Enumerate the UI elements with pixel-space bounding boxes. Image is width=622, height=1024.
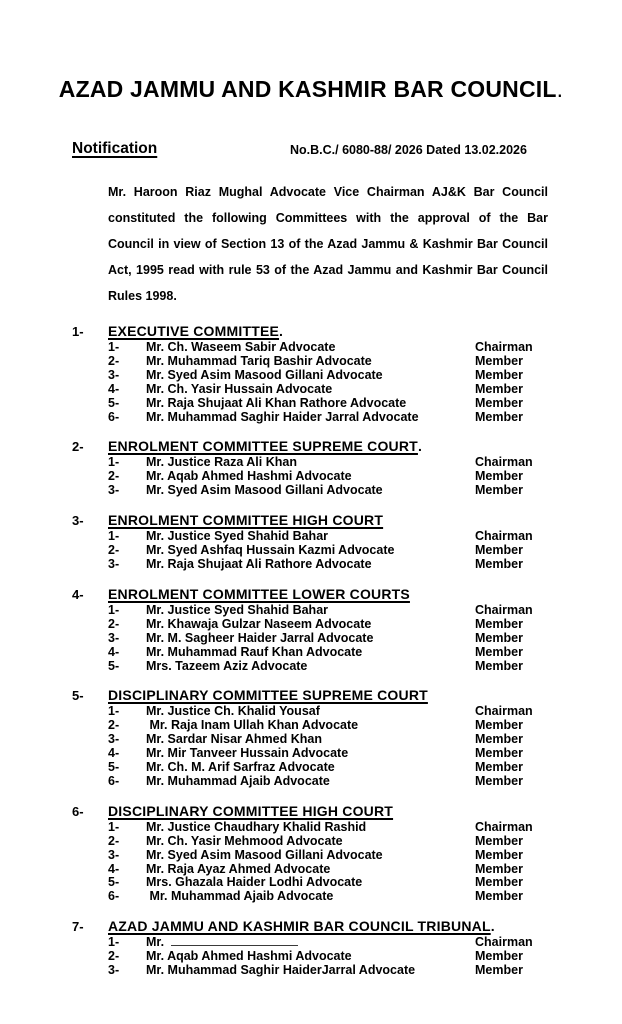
member-row <box>108 950 622 964</box>
member-name: Mr. Justice Syed Shahid Bahar <box>146 602 329 617</box>
member-name: Mr. Justice Raza Ali Khan <box>146 455 297 470</box>
committee-section <box>72 918 622 978</box>
member-row <box>108 705 622 719</box>
document-title-period: . <box>556 76 564 102</box>
notification-reference-number: No.B.C./ 6080-88/ 2026 Dated 13.02.2026 <box>290 143 527 157</box>
member-number: 5- <box>108 658 120 673</box>
member-role: Member <box>475 469 523 484</box>
member-row <box>108 484 622 498</box>
member-name: Mr. Raja Ayaz Ahmed Advocate <box>146 861 331 876</box>
committee-title: ENROLMENT COMMITTEE HIGH COURT <box>108 512 384 529</box>
member-name: Mr. Justice Syed Shahid Bahar <box>146 529 329 544</box>
member-row <box>108 936 622 950</box>
committee-body <box>108 512 622 572</box>
member-name: Mr. Raja Shujaat Ali Khan Rathore Advocate <box>146 395 407 410</box>
member-role: Chairman <box>475 819 533 834</box>
committee-title-suffix: . <box>417 438 422 455</box>
member-name: Mr. Ch. Waseem Sabir Advocate <box>146 340 336 354</box>
committee-title: DISCIPLINARY COMMITTEE SUPREME COURT <box>108 687 428 704</box>
intro-paragraph: Mr. Haroon Riaz Mughal Advocate Vice Chairman AJ&K Bar Council constituted the following Committees with the approval of the Bar Council in view of Section 13 of the Azad Jammu & Kashmir Bar Council Act, 1995 read with rule 53 of the Azad Jammu and Kashmir Bar Council Rules 1998. <box>108 185 548 303</box>
member-role: Member <box>475 556 523 571</box>
member-name: Mr. Syed Ashfaq Hussain Kazmi Advocate <box>146 543 395 558</box>
member-row <box>108 747 622 761</box>
member-row <box>108 470 622 484</box>
committee-body <box>108 803 622 904</box>
member-role: Member <box>475 833 523 848</box>
committee-body <box>108 918 622 978</box>
member-name: Mr. Ch. M. Arif Sarfraz Advocate <box>146 760 335 775</box>
member-role: Member <box>475 718 523 733</box>
document-title <box>0 0 622 103</box>
member-name: Mr. Khawaja Gulzar Naseem Advocate <box>146 616 372 631</box>
committee-title-line <box>108 687 622 704</box>
member-number: 3- <box>108 630 120 645</box>
member-role: Member <box>475 889 523 904</box>
member-name: Mr. Mir Tanveer Hussain Advocate <box>146 746 349 761</box>
committee-title: EXECUTIVE COMMITTEE <box>108 323 280 339</box>
member-name: Mr. Muhammad Ajaib Advocate <box>146 889 334 904</box>
member-role: Chairman <box>475 455 533 470</box>
member-number: 2- <box>108 616 120 631</box>
member-row <box>108 618 622 632</box>
member-number: 3- <box>108 963 120 978</box>
committee-title: ENROLMENT COMMITTEE SUPREME COURT <box>108 438 418 455</box>
member-number: 1- <box>108 455 120 470</box>
member-name: Mr. Syed Asim Masood Gillani Advocate <box>146 847 383 862</box>
committee-title: DISCIPLINARY COMMITTEE HIGH COURT <box>108 802 394 819</box>
member-row <box>108 821 622 835</box>
committee-title-line <box>108 438 622 455</box>
committee-number: 3- <box>72 513 84 529</box>
committee-section <box>72 512 622 572</box>
member-row <box>108 369 622 383</box>
committee-title-line <box>108 586 622 603</box>
member-list <box>108 341 622 424</box>
member-role: Member <box>475 543 523 558</box>
member-name: Mr. Justice Ch. Khalid Yousaf <box>146 704 320 719</box>
member-name: Mr. Raja Shujaat Ali Rathore Advocate <box>146 556 372 571</box>
member-list <box>108 936 622 978</box>
member-name: Mr. Syed Asim Masood Gillani Advocate <box>146 367 383 382</box>
member-row <box>108 719 622 733</box>
member-name: Mrs. Ghazala Haider Lodhi Advocate <box>146 875 363 890</box>
committee-title: AZAD JAMMU AND KASHMIR BAR COUNCIL TRIBUNAL <box>108 918 491 935</box>
member-role: Chairman <box>475 704 533 719</box>
member-row <box>108 733 622 747</box>
member-role: Member <box>475 875 523 890</box>
member-role: Member <box>475 381 523 396</box>
member-name: Mr. Ch. Yasir Hussain Advocate <box>146 381 333 396</box>
member-row <box>108 646 622 660</box>
member-role: Member <box>475 746 523 761</box>
member-role: Member <box>475 353 523 368</box>
member-name: Mr. Ch. Yasir Mehmood Advocate <box>146 833 343 848</box>
member-list <box>108 821 622 904</box>
member-number: 2- <box>108 543 120 558</box>
member-number: 2- <box>108 353 120 368</box>
committee-title-suffix: . <box>279 323 283 339</box>
member-row <box>108 964 622 978</box>
member-row <box>108 761 622 775</box>
member-name: Mrs. Tazeem Aziz Advocate <box>146 658 308 673</box>
member-role: Member <box>475 616 523 631</box>
member-row <box>108 849 622 863</box>
member-role: Member <box>475 483 523 498</box>
blank-signature-line <box>171 944 298 946</box>
member-row <box>108 530 622 544</box>
committee-section <box>72 438 622 498</box>
member-row <box>108 660 622 674</box>
member-role: Member <box>475 949 523 964</box>
member-role: Member <box>475 409 523 424</box>
member-number: 2- <box>108 949 120 964</box>
member-role: Chairman <box>475 602 533 617</box>
member-role: Member <box>475 630 523 645</box>
committee-body <box>108 586 622 674</box>
member-role: Member <box>475 963 523 978</box>
committee-number: 2- <box>72 439 84 455</box>
committee-number: 1- <box>72 324 84 339</box>
committee-number: 7- <box>72 919 84 935</box>
member-name: Mr. Justice Chaudhary Khalid Rashid <box>146 819 367 834</box>
member-list <box>108 705 622 788</box>
member-number: 2- <box>108 833 120 848</box>
member-number: 4- <box>108 861 120 876</box>
member-number: 1- <box>108 602 120 617</box>
member-row <box>108 890 622 904</box>
committee-title-suffix: . <box>490 918 495 935</box>
member-number: 4- <box>108 644 120 659</box>
member-row <box>108 604 622 618</box>
member-role: Member <box>475 760 523 775</box>
member-role: Member <box>475 367 523 382</box>
committee-title-line <box>108 803 622 820</box>
committee-title-line <box>108 918 622 935</box>
member-row <box>108 383 622 397</box>
committee-list <box>0 323 622 978</box>
committee-section <box>72 586 622 674</box>
member-name: Mr. Syed Asim Masood Gillani Advocate <box>146 483 383 498</box>
member-number: 1- <box>108 704 120 719</box>
member-row <box>108 355 622 369</box>
member-row <box>108 341 622 355</box>
member-role: Chairman <box>475 935 533 950</box>
committee-title-line <box>108 512 622 529</box>
member-role: Member <box>475 773 523 788</box>
committee-section <box>72 687 622 788</box>
member-row <box>108 632 622 646</box>
member-list <box>108 530 622 572</box>
member-row <box>108 558 622 572</box>
committee-body <box>108 323 622 424</box>
committee-body <box>108 687 622 788</box>
committee-number: 6- <box>72 803 84 819</box>
member-name: Mr. <box>146 936 475 950</box>
committee-section <box>72 323 622 424</box>
member-number: 3- <box>108 732 120 747</box>
member-number: 1- <box>108 529 120 544</box>
member-name: Mr. Aqab Ahmed Hashmi Advocate <box>146 469 352 484</box>
member-number: 2- <box>108 718 120 733</box>
member-role: Member <box>475 395 523 410</box>
member-name: Mr. Muhammad Saghir HaiderJarral Advocate <box>146 963 416 978</box>
notification-line <box>72 140 550 162</box>
member-row <box>108 456 622 470</box>
member-name: Mr. Raja Inam Ullah Khan Advocate <box>146 718 359 733</box>
member-row <box>108 863 622 877</box>
member-number: 2- <box>108 469 120 484</box>
document-title-text: AZAD JAMMU AND KASHMIR BAR COUNCIL <box>58 76 557 102</box>
member-role: Member <box>475 847 523 862</box>
member-name: Mr. Muhammad Saghir Haider Jarral Advocate <box>146 409 419 424</box>
member-number: 6- <box>108 409 120 424</box>
committee-title: ENROLMENT COMMITTEE LOWER COURTS <box>108 585 410 602</box>
member-role: Member <box>475 732 523 747</box>
member-name: Mr. M. Sagheer Haider Jarral Advocate <box>146 630 374 645</box>
member-number: 5- <box>108 395 120 410</box>
member-number: 4- <box>108 381 120 396</box>
member-row <box>108 775 622 789</box>
member-number: 1- <box>108 935 120 950</box>
member-role: Chairman <box>475 340 533 354</box>
member-number: 1- <box>108 819 120 834</box>
member-list <box>108 456 622 498</box>
member-name: Mr. Muhammad Ajaib Advocate <box>146 773 330 788</box>
member-number: 5- <box>108 760 120 775</box>
member-row <box>108 876 622 890</box>
member-number: 3- <box>108 483 120 498</box>
member-number: 1- <box>108 340 120 354</box>
member-name: Mr. Muhammad Rauf Khan Advocate <box>146 644 363 659</box>
member-role: Chairman <box>475 529 533 544</box>
committee-number: 4- <box>72 586 84 602</box>
member-number: 3- <box>108 556 120 571</box>
member-role: Member <box>475 644 523 659</box>
member-row <box>108 835 622 849</box>
member-name: Mr. Muhammad Tariq Bashir Advocate <box>146 353 372 368</box>
committee-body <box>108 438 622 498</box>
member-number: 3- <box>108 847 120 862</box>
member-row <box>108 397 622 411</box>
member-name: Mr. Aqab Ahmed Hashmi Advocate <box>146 949 352 964</box>
member-number: 5- <box>108 875 120 890</box>
member-list <box>108 604 622 674</box>
committee-number: 5- <box>72 688 84 704</box>
committee-section <box>72 803 622 904</box>
notification-label: Notification <box>72 140 158 157</box>
member-number: 3- <box>108 367 120 382</box>
member-role: Member <box>475 861 523 876</box>
member-name: Mr. Sardar Nisar Ahmed Khan <box>146 732 322 747</box>
member-role: Member <box>475 658 523 673</box>
member-row <box>108 544 622 558</box>
member-number: 6- <box>108 773 120 788</box>
member-row <box>108 411 622 425</box>
member-number: 6- <box>108 889 120 904</box>
committee-title-line <box>108 323 622 340</box>
member-number: 4- <box>108 746 120 761</box>
